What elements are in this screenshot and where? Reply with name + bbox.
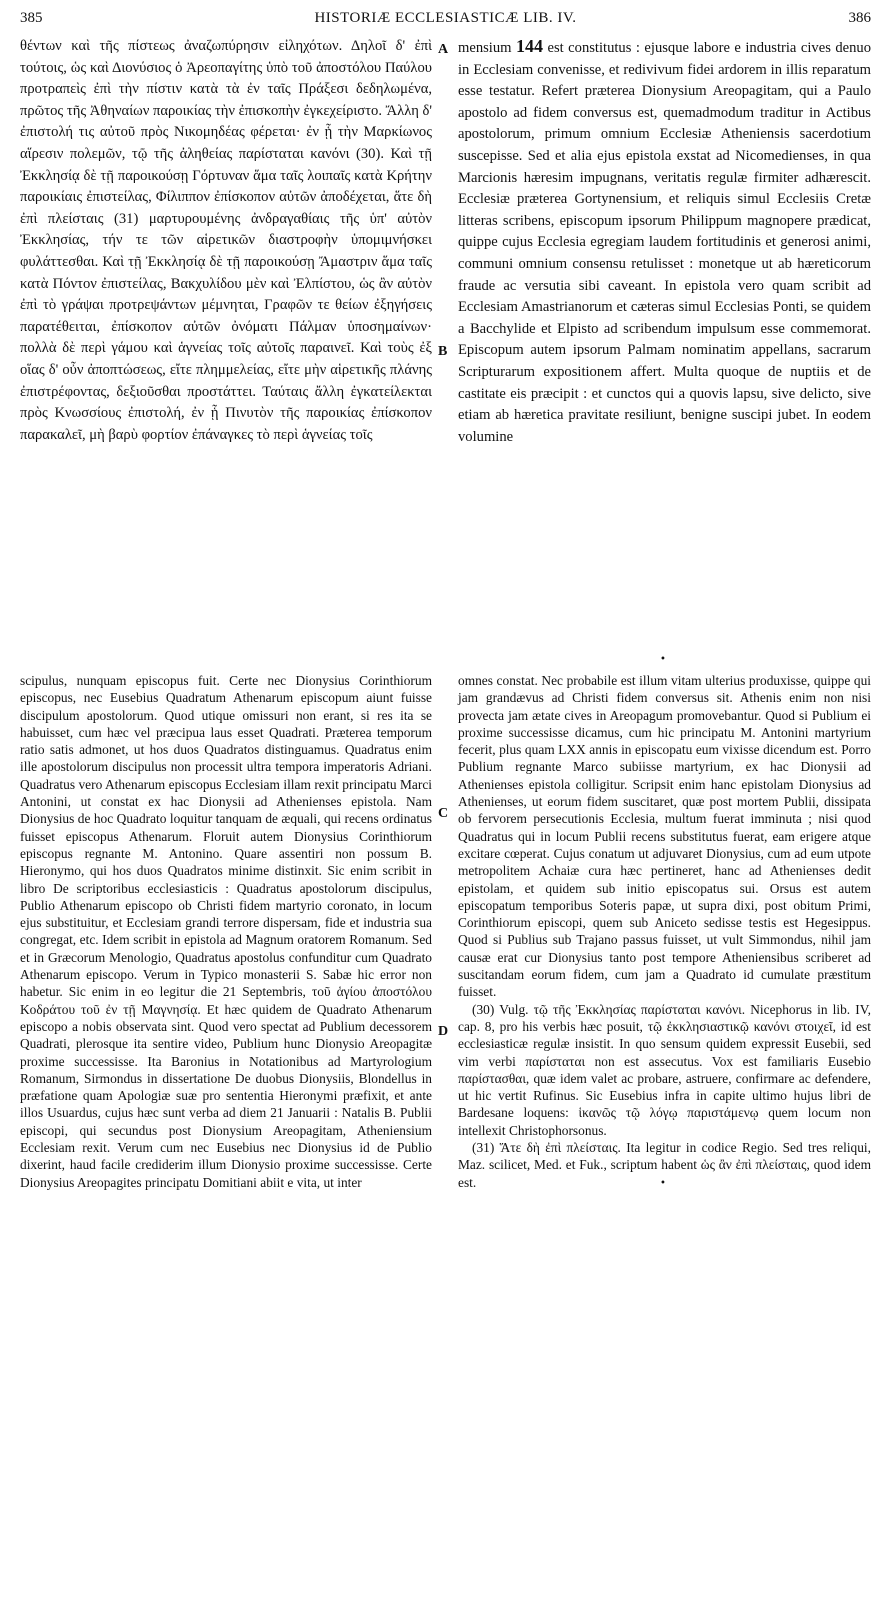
margin-marker-a: A xyxy=(438,42,449,57)
footnote-31: (31) Ἅτε δὴ ἐπὶ πλείσταις. Ita legitur in codice Regio. Sed tres reliqui, Maz. scilicet, Med. et Fuk., scriptum habent ὡς ἂν ἐπὶ πλείσταις, quod idem est. xyxy=(458,1140,871,1190)
page-ref-number: 144 xyxy=(516,36,543,56)
latin-body-text: est constitutus : ejusque labore e industria cives denuo in Ecclesiam convenisse, et redivivum fidei ardorem in illis reparatum esse testatur. Refert præterea Dionysium Areopagitam, qui a Paulo apostolo ad fidem conversus est, quemadmodum traditur in Actibus apostolorum, primum omnium Ecclesiæ Atheniensis sacerdotium suscepisse. Sed et alia ejus epistola exstat ad Nicomedienses, in qua Marcionis hæresim impugnans, veritatis regulæ firmiter adhærescit. Ecclesiæ præterea Gortynensium, et reliquis simul Ecclesiis Cretæ litteras scribens, episcopum ipsorum Philippum magnopere prædicat, quippe cujus Ecclesia egregiam laudem fortitudinis et generosi animi, communi omnium consensu retulisset : monetque ut ab hæreticorum fraude ac versutia sibi caveant. In epistola vero quam scribit ad Ecclesiam Amastrianorum et cæteras simul Ecclesias Ponti, se quidem a Bacchylide et Elpisto ad scribendum impulsum esse commemorat. Episcopum autem ipsorum Palmam nominatim appellans, sacrarum Scripturarum expositionem affert. Multa quoque de nuptiis et de castitate eis præcipit : et cunctos qui a quovis lapsu, sive delicto, sive etiam ab hæretica pravitate resiliunt, benigne suscipi jubet. In eodem volumine xyxy=(458,40,872,445)
greek-text-column xyxy=(20,36,432,446)
running-header xyxy=(20,10,871,32)
page-number-left: 385 xyxy=(20,10,43,26)
margin-marker-d: D xyxy=(438,1024,449,1039)
ink-dot-bottom: • xyxy=(660,1178,666,1189)
page-number-right: 386 xyxy=(848,10,871,26)
latin-translation-column xyxy=(458,36,871,448)
note-paragraph-continued: omnes constat. Nec probabile est illum vitam ulterius produxisse, quippe qui jam grandævus ad Christi fidem conversus sit. Athenis enim non nisi provecta jam ætate cives in Areopagum promovebantur. Quod si Publium ei proxime successisse dicamus, cum hic principatu M. Antonini martyrium fecerit, plus quam LXX annis in episcopatu eum vixisse dicendum est. Porro Publium regnante Marco subiisse martyrium, ex hac Dionysii ad Athenienses epistola colligitur. Scripsit enim hanc epistolam Dionysius ad Athenienses, ut eorum fidem suscitaret, quæ post mortem Publii, dissipata ob fervorem persecutionis Ecclesia, multum fuerat imminuta ; nisi quod Quadratus qui in locum Publii recens substitutus fuerat, eam erigere atque excitare cœperat. Cujus conatum ut adjuvaret Dionysius, cum ad eum utpote metropolitem Achaiæ cura hæc pertineret, hanc ad Athenienses dedit epistolam, et quidem sub initio episcopatus sui. Orsus est autem episcopatum temporibus Soteris papæ, ut supra dixi, post obitum Primi, Corinthiorum episcopi, quem sub Aniceto sedisse testis est Hegesippus. Quod si Publius sub Trajano passus fuisset, ut vult Simmondus, nihil jam causæ erat cur Dionysius tanto post tempore Atheniensibus scriberet ad suscitandam eorum fidem, cum jam a Quadrato id cumulate præstitum fuisset. xyxy=(458,673,871,1000)
note-paragraph: scipulus, nunquam episcopus fuit. Certe nec Dionysius Corinthiorum episcopus, nec Eusebius Quadratum Athenarum episcopum aiunt fuisse discipulum apostolorum. Quod utique omissuri non erant, si res ita se habuisset, cum hæc vel præcipua laus esset Quadrati. Præterea temporum ratio satis admonet, ut hos duos Quadratos distinguamus. Quadratus enim ille apostolorum discipulus non processit ultra tempora imperatoris Adriani. Quadratus vero Athenarum episcopus Ecclesiam illam rexit principatu Marci Antonini, ut constat ex hac Dionysii ad Athenienses epistola. Nam Dionysius de hoc Quadrato loquitur tanquam de æquali, qui recens ordinatus fuisset episcopus Athenarum. Floruit autem Dionysius Corinthiorum episcopus regnante M. Antonino. Quare assentiri non possum B. Hieronymo, qui hos duos Quadratos minime distinxit. Sic enim scribit in libro De scriptoribus ecclesiasticis : Quadratus apostolorum discipulus, Publio Athenarum episcopo ob Christi fidem martyrio coronato, in locum ejus substituitur, et Ecclesiam grandi terrore dispersam, fide et industria sua congregat, etc. Idem scribit in epistola ad Magnum oratorem Romanum. Sed et in Græcorum Menologio, Quadratus apostolus confunditur cum Quadrato Athenarum episcopo. Verum in Typico monasterii S. Sabæ hic error non habetur. Sic enim in eo legitur die 21 Septembris, τοῦ ἁγίου ἀποστόλου Κοδράτου τοῦ ἐν τῇ Μαγνησίᾳ. Et hæc quidem de Quadrato Athenarum episcopo a nobis observata sint. Quod vero spectat ad Publium decessorem Quadrati, plerosque ita sentire video, Publium hunc Dionysio Areopagitæ proxime successisse. Ita Baronius in Notationibus ad Martyrologium Romanum, Sirmondus in dissertatione De duobus Dionysiis, Blondellus in præfatione quam Apologiæ suæ pro sententia Hieronymi præfixit, et ante illos Usuardus, cujus hæc sunt verba ad diem 21 Januarii : Natalis B. Publii episcopi, qui secundus post Dionysium Areopagitam, Atheniensium Ecclesiam rexit. Verum cum nec Eusebius nec Dionysius id de Publio dixerint, haud facile crediderim illum Dionysio proxime successisse. Certe Dionysius Areopagites principatu Domitiani abiit e vita, ut inter xyxy=(20,673,432,1190)
latin-paragraph xyxy=(458,36,871,448)
margin-marker-c: C xyxy=(438,806,449,821)
notes-column-left xyxy=(20,672,432,1191)
ink-dot: • xyxy=(660,654,666,665)
footnote-30: (30) Vulg. τῷ τῆς Ἐκκλησίας παρίσταται κανόνι. Nicephorus in lib. IV, cap. 8, pro his verbis hæc posuit, τῷ ἐκκλησιαστικῷ κανόνι στοιχεῖ, id est ecclesiasticæ regulæ insistit. In quo sensum quidem expressit Eusebii, sed vim verbi παρίσταται non est assecutus. Vox est familiaris Eusebio παρίστασθαι, quæ idem valet ac probare, astruere, confirmare ac defendere, ut hic vertit Rufinus. Sic Eusebius infra in capite ultimo hujus libri de Bardesane loquens: ἱκανῶς τῷ λόγῳ παριστάμενῳ quem locum non intellexit Christophorsonus. xyxy=(458,1001,871,1138)
margin-marker-b: B xyxy=(438,344,448,359)
notes-column-right xyxy=(458,672,871,1191)
latin-lead-word: mensium xyxy=(458,40,512,56)
greek-paragraph: θέντων καὶ τῆς πίστεως ἀναζωπύρησιν εἰληχότων. Δηλοῖ δ' ἐπὶ τούτοις, ὡς καὶ Διονύσιος ὁ Ἀρεοπαγίτης ὑπὸ τοῦ ἀποστόλου Παύλου προτραπεὶς ἐπὶ τὴν πίστιν κατὰ τὰ ἐν ταῖς Πράξεσι δεδηλωμένα, πρῶτος τῆς Ἀθηναίων παροικίας τὴν ἐπισκοπὴν ἐγκεχείριστο. Ἄλλη δ' ἐπιστολή τις αὐτοῦ πρὸς Νικομηδέας φέρεται· ἐν ᾗ τὴν Μαρκίωνος αἵρεσιν πολεμῶν, τῷ τῆς ἀληθείας παρίσταται κανόνι (30). Καὶ τῇ Ἐκκλησίᾳ δὲ τῇ παροικούσῃ Γόρτυναν ἅμα ταῖς λοιπαῖς κατὰ Κρήτην παροικίαις ἐπιστείλας, Φίλιππον ἐπίσκοπον αὐτῶν ἀποδέχεται, ἅτε δὴ ἐπὶ πλείσταις (31) μαρτυρουμένης ἀνδραγαθίαις τῆς ὑπ' αὐτὸν Ἐκκλησίας, τήν τε τῶν αἱρετικῶν διαστροφὴν ὑπομιμνήσκει φυλάττεσθαι. Καὶ τῇ Ἐκκλησίᾳ δὲ τῇ παροικούσῃ Ἄμαστριν ἅμα ταῖς κατὰ Πόντον ἐπιστείλας, Βακχυλίδου μὲν καὶ Ἐλπίστου, ὡς ἂν αὐτὸν ἐπὶ τὸ γράψαι προτρεψάντων μέμνηται, Γραφῶν τε θείων ἐξηγήσεις παρατέθειται, ἐπίσκοπον αὐτῶν ὀνόματι Πάλμαν ὑποσημαίνων· πολλὰ δὲ περὶ γάμου καὶ ἁγνείας τοῖς αὐτοῖς παραινεῖ. Καὶ τοὺς ἐξ οἵας δ' οὖν ἀποπτώσεως, εἴτε πλημμελείας, εἴτε μὴν αἱρετικῆς πλάνης ἐπιστρέφοντας, δεξιοῦσθαι προστάττει. Ταύταις ἄλλη ἐγκατείλεκται πρὸς Κνωσσίους ἐπιστολή, ἐν ᾗ Πινυτὸν τῆς παροικίας ἐπίσκοπον παρακαλεῖ, μὴ βαρὺ φορτίον ἐπάναγκες τὸ περὶ ἁγνείας τοῖς xyxy=(20,38,432,443)
running-title: HISTORIÆ ECCLESIASTICÆ LIB. IV. xyxy=(314,10,577,26)
